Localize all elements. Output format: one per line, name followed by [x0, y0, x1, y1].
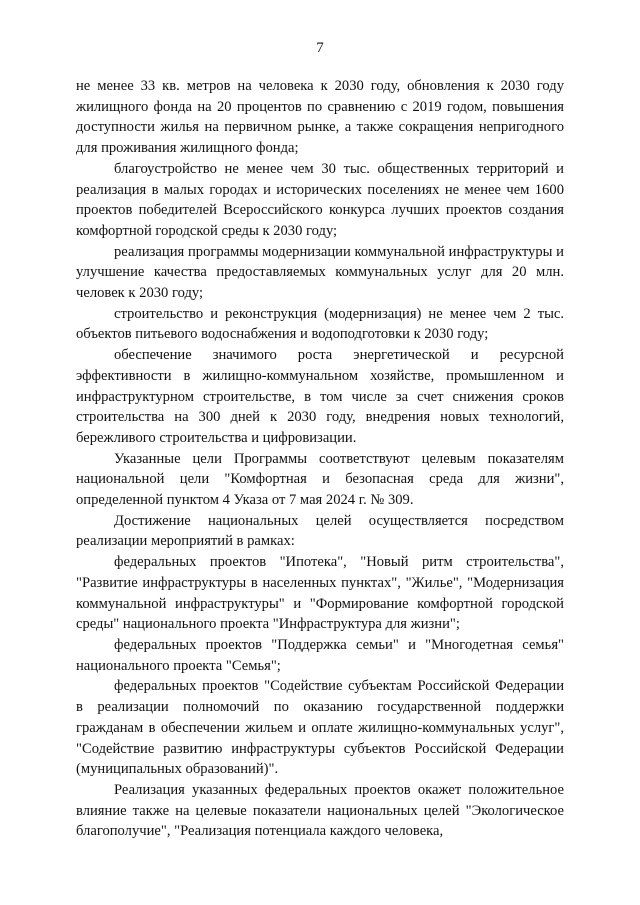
paragraph: обеспечение значимого роста энергетической и ресурсной эффективности в жилищно-коммунальном хозяйстве, промышленном и инфраструктурном строительстве, в том числе за счет снижения сроков строительства на 300 дней к 2030 году, внедрения новых технологий, бережливого строительства и цифровизации. — [76, 347, 564, 446]
paragraph: строительство и реконструкция (модернизация) не менее чем 2 тыс. объектов питьевого водоснабжения и водоподготовки к 2030 году; — [76, 305, 564, 343]
document-body — [76, 76, 564, 842]
paragraph: благоустройство не менее чем 30 тыс. общественных территорий и реализация в малых городах и исторических поселениях не менее чем 1600 проектов победителей Всероссийского конкурса лучших проектов создания комфортной городской среды к 2030 году; — [76, 160, 564, 239]
paragraph: реализация программы модернизации коммунальной инфраструктуры и улучшение качества предоставляемых коммунальных услуг для 20 млн. человек к 2030 году; — [76, 243, 564, 302]
paragraph: Реализация указанных федеральных проектов окажет положительное влияние также на целевые показатели национальных целей "Экологическое благополучие", "Реализация потенциала каждого человека, — [76, 781, 564, 840]
paragraph: Указанные цели Программы соответствуют целевым показателям национальной цели "Комфортная и безопасная среда для жизни", определенной пунктом 4 Указа от 7 мая 2024 г. № 309. — [76, 450, 564, 509]
page-number: 7 — [316, 40, 324, 56]
paragraph: Достижение национальных целей осуществляется посредством реализации мероприятий в рамках: — [76, 512, 564, 550]
paragraph: федеральных проектов "Поддержка семьи" и "Многодетная семья" национального проекта "Семья"; — [76, 636, 564, 674]
paragraph: не менее 33 кв. метров на человека к 2030 году, обновления к 2030 году жилищного фонда на 20 процентов по сравнению с 2019 годом, повышения доступности жилья на первичном рынке, а также сокращения непригодного для проживания жилищного фонда; — [76, 78, 564, 157]
paragraph: федеральных проектов "Ипотека", "Новый ритм строительства", "Развитие инфраструктуры в населенных пунктах", "Жилье", "Модернизация коммунальной инфраструктуры" и "Формирование комфортной городской среды" национального проекта "Инфраструктура для жизни"; — [76, 554, 564, 633]
paragraph: федеральных проектов "Содействие субъектам Российской Федерации в реализации полномочий по оказанию государственной поддержки гражданам в обеспечении жильем и оплате жилищно-коммунальных услуг", "Содействие развитию инфраструктуры субъектов Российской Федерации (муниципальных образований)". — [76, 678, 564, 778]
